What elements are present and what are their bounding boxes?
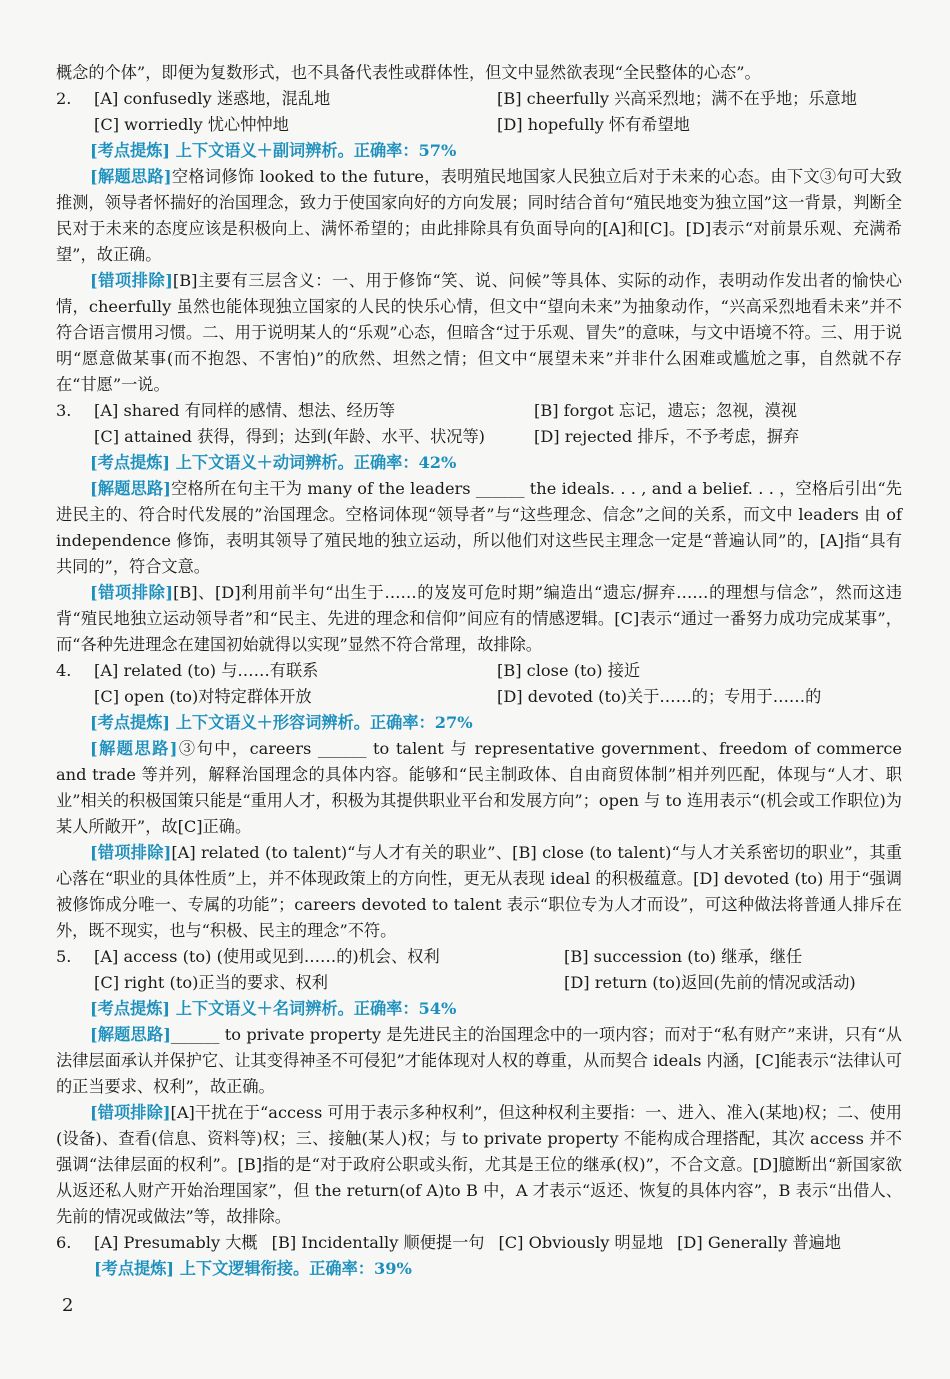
page-number: 2 (62, 1295, 74, 1316)
option-c: [C] open (to)对特定群体开放 (94, 687, 312, 706)
intro-paragraph: 概念的个体”，即便为复数形式，也不具备代表性或群体性，但文中显然欲表现“全民整体的心态”。 (56, 63, 761, 82)
solution-text: 空格所在句主干为 many of the leaders ______ the ideals. . . , and a belief. . . ，空格后引出“先进民主的、符合时代发展的”治国理念。空格词体现“领导者”与“这些理念、信念”之间的关系，而文中 leaders 由 of independence 修饰，表明其领导了殖民地的独立运动，所以他们对这些民主理念一定是“普遍认同”的，[A]指“具有共同的”，符合文意。 (56, 479, 902, 576)
question-3-options-row-1 (56, 398, 902, 424)
solution-text: 空格词修饰 looked to the future，表明殖民地国家人民独立后对于未来的心态。由下文③句可大致推测，领导者怀揣好的治国理念，致力于使国家向好的方向发展；同时结合首句“殖民地变为独立国”这一背景，判断全民对于未来的态度应该是积极向上、满怀希望的；由此排除具有负面导向的[A]和[C]。[D]表示“对前景乐观、充满希望”，故正确。 (56, 167, 902, 264)
solution-paragraph (56, 1022, 902, 1100)
question-4-options-row-1 (56, 658, 902, 684)
option-a: [A] shared 有同样的感情、想法、经历等 (94, 401, 396, 420)
solution-paragraph (56, 164, 902, 268)
option-a: [A] confusedly 迷惑地，混乱地 (94, 89, 331, 108)
question-number: 3. (56, 401, 72, 420)
option-c: [C] worriedly 忧心忡忡地 (94, 115, 289, 134)
solution-tag: [解题思路] (90, 739, 178, 758)
option-c: [C] right (to)正当的要求、权利 (94, 973, 328, 992)
question-number: 2. (56, 89, 72, 108)
key-point-heading: [考点提炼] 上下文语义＋形容词辨析。正确率：27% (90, 713, 473, 732)
elimination-text: [A]干扰在于“access 可用于表示多种权利”，但这种权利主要指：一、进入、准入(某地)权；二、使用(设备)、查看(信息、资料等)权；三、接触(某人)权；与 to private property 不能构成合理搭配，其次 access 并不强调“法律层面的权利”。[B]指的是“对于政府公职或头衔，尤其是王位的继承(权)”，不合文意。[D]臆断出“新国家欲从返还私人财产开始治理国家”，但 the return(of A)to B 中，A 才表示“返还、恢复的具体内容”，B 表示“出借人、先前的情况或做法”等，故排除。 (56, 1103, 902, 1226)
elimination-text: [B]主要有三层含义：一、用于修饰“笑、说、问候”等具体、实际的动作，表明动作发出者的愉快心情，cheerfully 虽然也能体现独立国家的人民的快乐心情，但文中“望向未来”为抽象动作，“兴高采烈地看未来”并不符合语言惯用习惯。二、用于说明某人的“乐观”心态，但暗含“过于乐观、冒失”的意味，与文中语境不符。三、用于说明“愿意做某事(而不抱怨、不害怕)”的欣然、坦然之情；但文中“展望未来”并非什么困难或尴尬之事，自然就不存在“甘愿”一说。 (56, 271, 902, 394)
option-d: [D] hopefully 怀有希望地 (497, 115, 690, 134)
key-point-heading: [考点提炼] 上下文语义＋名词辨析。正确率：54% (90, 999, 457, 1018)
question-number: 5. (56, 947, 72, 966)
question-number: 6. (56, 1233, 72, 1252)
question-5-options-row-1 (56, 944, 902, 970)
key-point-heading: [考点提炼] 上下文语义＋副词辨析。正确率：57% (90, 141, 457, 160)
option-c: [C] Obviously 明显地 (498, 1233, 664, 1252)
option-b: [B] Incidentally 顺便提一句 (271, 1233, 485, 1252)
question-6-options-row (56, 1230, 902, 1256)
elimination-paragraph (56, 1100, 902, 1230)
elimination-paragraph (56, 840, 902, 944)
option-b: [B] succession (to) 继承，继任 (564, 947, 803, 966)
solution-text: ______ to private property 是先进民主的治国理念中的一项内容；而对于“私有财产”来讲，只有“从法律层面承认并保护它、让其变得神圣不可侵犯”才能体现对人权的尊重，从而契合 ideals 内涵，[C]能表示“法律认可的正当要求、权利”，故正确。 (56, 1025, 902, 1096)
key-point-heading: [考点提炼] 上下文逻辑衔接。正确率：39% (94, 1259, 412, 1278)
elimination-tag: [错项排除] (90, 1103, 171, 1122)
elimination-tag: [错项排除] (90, 271, 173, 290)
question-4-options-row-2 (56, 684, 902, 710)
option-b: [B] forgot 忘记，遗忘；忽视，漠视 (534, 401, 797, 420)
question-2-options-row-1 (56, 86, 902, 112)
question-3-options-row-2 (56, 424, 902, 450)
key-point-heading: [考点提炼] 上下文语义＋动词辨析。正确率：42% (90, 453, 457, 472)
solution-tag: [解题思路] (90, 479, 171, 498)
solution-paragraph (56, 476, 902, 580)
option-a: [A] access (to) (使用或见到……的)机会、权利 (94, 947, 440, 966)
option-d: [D] return (to)返回(先前的情况或活动) (564, 973, 856, 992)
elimination-tag: [错项排除] (90, 583, 174, 602)
question-5-options-row-2 (56, 970, 902, 996)
solution-tag: [解题思路] (90, 1025, 171, 1044)
solution-tag: [解题思路] (90, 167, 172, 186)
solution-paragraph (56, 736, 902, 840)
question-2-options-row-2 (56, 112, 902, 138)
elimination-paragraph (56, 268, 902, 398)
option-c: [C] attained 获得，得到；达到(年龄、水平、状况等) (94, 427, 485, 446)
elimination-text: [A] related (to talent)“与人才有关的职业”、[B] close (to talent)“与人才关系密切的职业”，其重心落在“职业的具体性质”上，并不体现政策上的方向性，更无从表现 ideal 的积极蕴意。[D] devoted (to) 用于“强调被修饰成分唯一、专属的功能”；careers devoted to talent 表示“职位专为人才而设”，可这种做法将普通人排斥在外，既不现实，也与“积极、民主的理念”不符。 (56, 843, 902, 940)
option-d: [D] Generally 普遍地 (677, 1233, 841, 1252)
elimination-tag: [错项排除] (90, 843, 172, 862)
option-b: [B] cheerfully 兴高采烈地；满不在乎地；乐意地 (497, 89, 857, 108)
option-b: [B] close (to) 接近 (497, 661, 641, 680)
option-d: [D] devoted (to)关于……的；专用于……的 (497, 687, 822, 706)
option-a: [A] related (to) 与……有联系 (94, 661, 319, 680)
option-d: [D] rejected 排斥，不予考虑，摒弃 (534, 427, 800, 446)
question-number: 4. (56, 661, 72, 680)
elimination-text: [B]、[D]利用前半句“出生于……的岌岌可危时期”编造出“遗忘/摒弃……的理想与信念”，然而这违背“殖民地独立运动领导者”和“民主、先进的理念和信仰”间应有的情感逻辑。[C]表示“通过一番努力成功完成某事”，而“各种先进理念在建国初始就得以实现”显然不符合常理，故排除。 (56, 583, 902, 654)
solution-text: ③句中，careers ______ to talent 与 representative government、freedom of commerce and trade 等并列，解释治国理念的具体内容。能够和“民主制政体、自由商贸体制”相并列匹配，体现与“人才、职业”相关的积极国策只能是“重用人才，积极为其提供职业平台和发展方向”；open 与 to 连用表示“(机会或工作职位)为某人所敞开”，故[C]正确。 (56, 739, 902, 836)
option-a: [A] Presumably 大概 (94, 1233, 258, 1252)
elimination-paragraph (56, 580, 902, 658)
